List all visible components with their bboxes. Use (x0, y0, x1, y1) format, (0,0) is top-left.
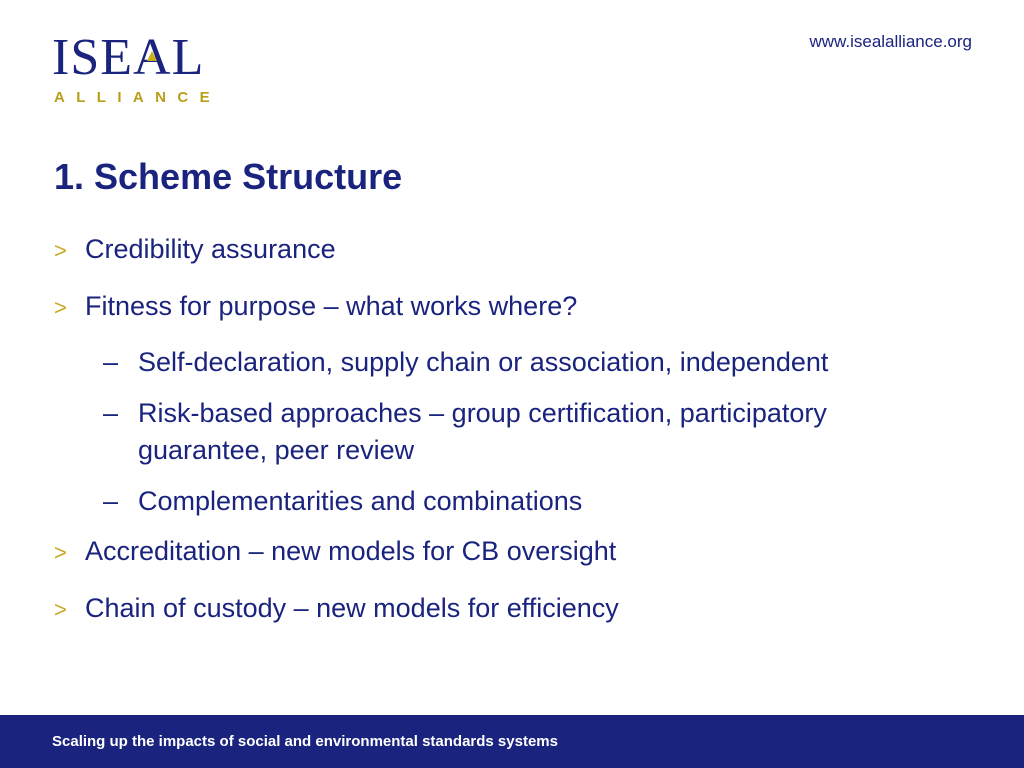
logo-triangle-icon (147, 51, 157, 61)
bullet-item (54, 534, 954, 569)
bullet-text: Credibility assurance (85, 234, 336, 264)
sub-bullet-item (54, 483, 954, 520)
sub-bullet-text: Complementarities and combinations (138, 486, 583, 516)
sub-bullet-item (54, 395, 954, 469)
sub-bullet-item (54, 344, 954, 381)
sub-bullet-text: Self-declaration, supply chain or association, independent (138, 347, 829, 377)
bullet-text: Accreditation – new models for CB oversight (85, 536, 617, 566)
logo-subtitle: ALLIANCE (54, 89, 222, 106)
logo-wordmark: ISEA L (52, 29, 205, 86)
bullet-marker-icon: > (54, 295, 67, 320)
footer-bar (0, 715, 1024, 768)
bullet-text: Fitness for purpose – what works where? (85, 291, 578, 321)
bullet-item (54, 591, 954, 626)
bullet-marker-icon: > (54, 540, 67, 565)
bullet-marker-icon: > (54, 597, 67, 622)
bullet-text: Chain of custody – new models for efficiency (85, 593, 619, 623)
sub-bullet-marker: – (103, 347, 119, 377)
sub-bullet-marker: – (103, 486, 119, 516)
sub-bullet-text: Risk-based approaches – group certification, participatory guarantee, peer review (138, 398, 827, 465)
slide-body (54, 232, 954, 648)
sub-bullet-marker: – (103, 398, 119, 428)
bullet-item (54, 232, 954, 267)
footer-tagline: Scaling up the impacts of social and environmental standards systems (52, 733, 558, 750)
slide-title: 1. Scheme Structure (54, 156, 403, 197)
bullet-marker-icon: > (54, 238, 67, 263)
website-url: www.isealalliance.org (809, 32, 972, 51)
iseal-alliance-logo (52, 30, 222, 110)
bullet-item (54, 289, 954, 324)
